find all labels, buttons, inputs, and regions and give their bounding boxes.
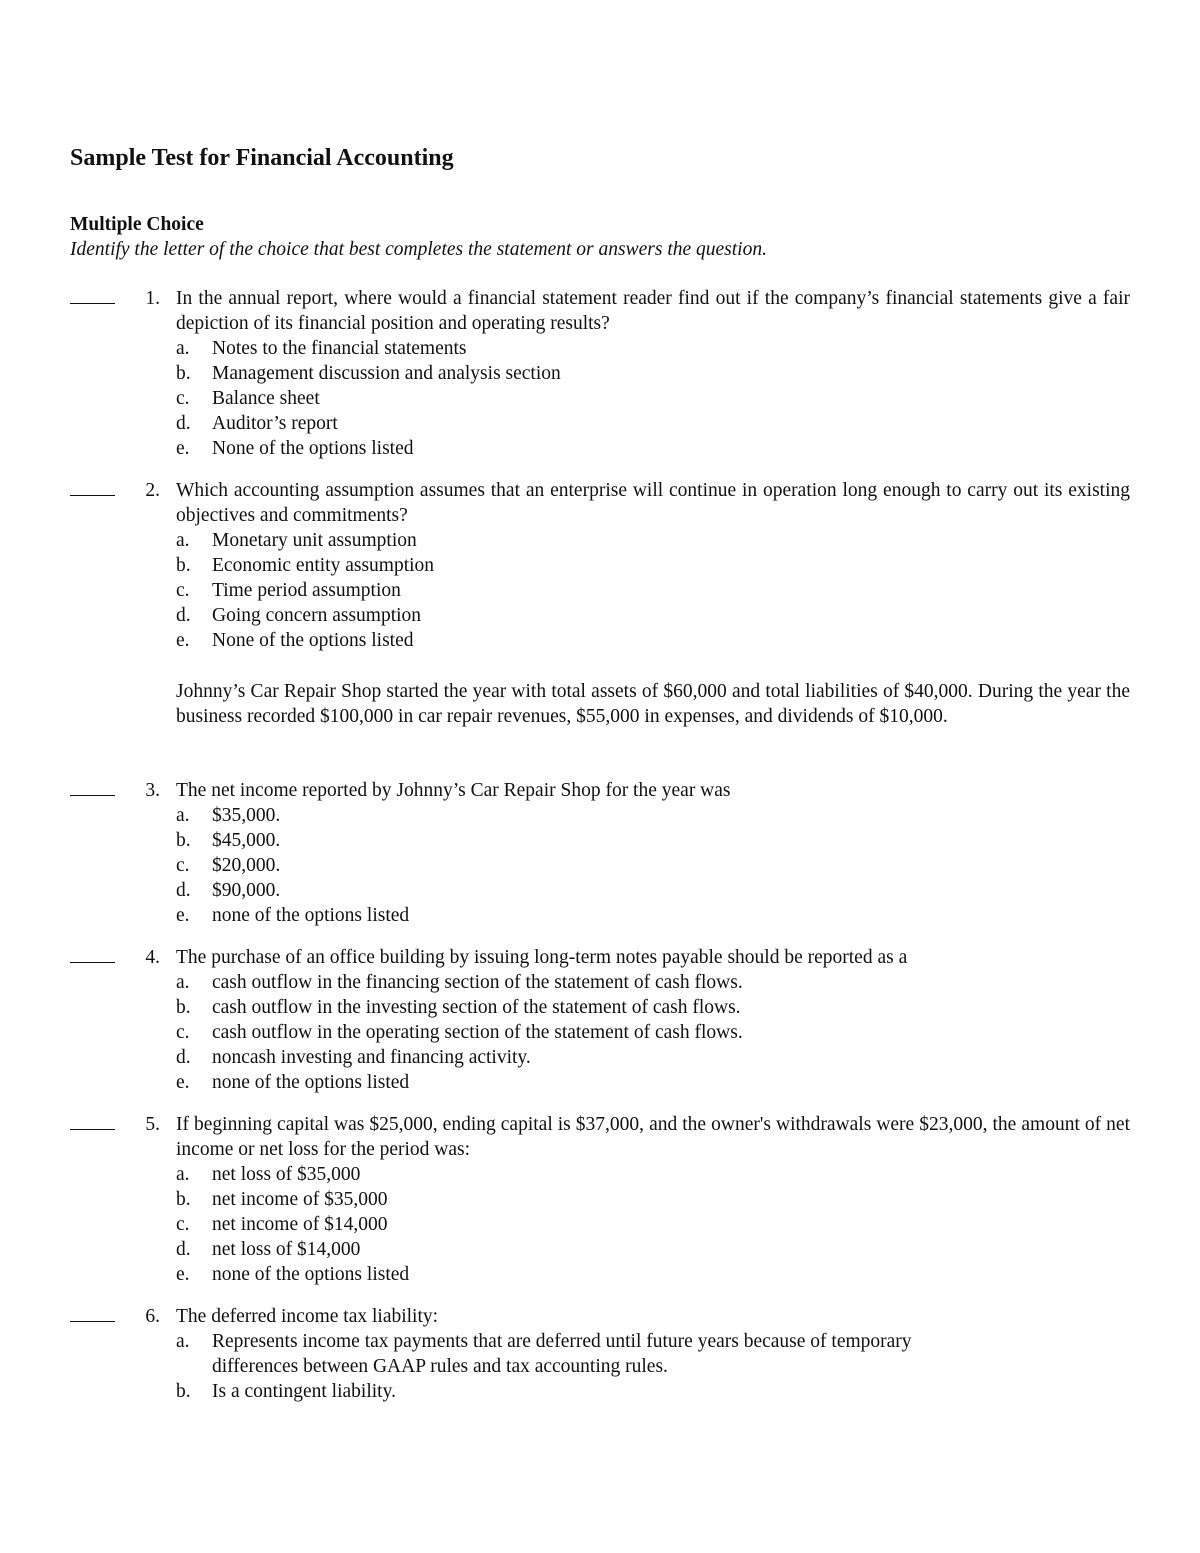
choice-text: Auditor’s report <box>212 413 338 434</box>
question-6 <box>0 1304 1200 1404</box>
choice-text: none of the options listed <box>212 1072 410 1093</box>
choice-letter: e. <box>176 1072 190 1093</box>
choice-text: net loss of $14,000 <box>212 1239 361 1260</box>
choice-letter: e. <box>176 630 190 651</box>
choice-letter: c. <box>176 1022 190 1043</box>
answer-blank[interactable] <box>70 795 115 796</box>
choice-item <box>176 411 1130 436</box>
question-5 <box>0 1112 1200 1287</box>
choice-letter: d. <box>176 413 191 434</box>
choice-text: Management discussion and analysis section <box>212 363 561 384</box>
choice-text: Monetary unit assumption <box>212 530 417 551</box>
question-number: 3. <box>145 780 160 801</box>
choice-text: none of the options listed <box>212 905 410 926</box>
choice-item <box>176 1045 1130 1070</box>
choice-item <box>176 878 1130 903</box>
question-stem: The purchase of an office building by issuing long-term notes payable should be reported as a <box>176 947 908 968</box>
scenario-passage: Johnny’s Car Repair Shop started the year with total assets of $60,000 and total liabilities of $40,000. During the year the business recorded $100,000 in car repair revenues, $55,000 in expenses, and dividends of $10,000. <box>176 681 1130 727</box>
answer-blank[interactable] <box>70 1129 115 1130</box>
choice-item <box>176 361 1130 386</box>
choice-item <box>176 853 1130 878</box>
choice-letter: c. <box>176 1214 190 1235</box>
choice-letter: d. <box>176 880 191 901</box>
choice-item <box>176 995 1130 1020</box>
answer-blank[interactable] <box>70 1321 115 1322</box>
choice-letter: a. <box>176 805 190 826</box>
choice-item <box>176 1162 1130 1187</box>
choice-item <box>176 553 1130 578</box>
choice-text: Going concern assumption <box>212 605 422 626</box>
answer-blank[interactable] <box>70 495 115 496</box>
choice-text: net income of $14,000 <box>212 1214 388 1235</box>
choice-text: none of the options listed <box>212 1264 410 1285</box>
choice-letter: d. <box>176 1239 191 1260</box>
choice-letter: a. <box>176 1164 190 1185</box>
choice-item <box>176 1187 1130 1212</box>
choice-letter: b. <box>176 363 191 384</box>
choice-item <box>176 903 1130 928</box>
question-number: 4. <box>145 947 160 968</box>
choice-text: Represents income tax payments that are deferred until future years because of temporary differences between GAAP rules and tax accounting rules. <box>212 1331 912 1377</box>
choice-letter: a. <box>176 530 190 551</box>
choice-item <box>176 1379 1130 1404</box>
choice-item <box>176 336 1130 361</box>
choice-letter: a. <box>176 1331 190 1352</box>
choice-item <box>176 1329 1130 1379</box>
choice-text: cash outflow in the financing section of the statement of cash flows. <box>212 972 743 993</box>
choice-letter: c. <box>176 388 190 409</box>
choice-letter: e. <box>176 438 190 459</box>
choice-list <box>176 1162 1130 1287</box>
choice-item <box>176 970 1130 995</box>
choice-text: None of the options listed <box>212 438 414 459</box>
question-stem: In the annual report, where would a financial statement reader find out if the company’s financial statements give a fair depiction of its financial position and operating results? <box>176 288 1130 334</box>
choice-text: Time period assumption <box>212 580 401 601</box>
choice-item <box>176 1237 1130 1262</box>
choice-item <box>176 803 1130 828</box>
choice-letter: c. <box>176 580 190 601</box>
choice-letter: b. <box>176 555 191 576</box>
choice-letter: d. <box>176 1047 191 1068</box>
question-stem: The net income reported by Johnny’s Car Repair Shop for the year was <box>176 780 731 801</box>
question-number: 5. <box>145 1114 160 1135</box>
section-heading: Multiple Choice <box>70 214 204 235</box>
choice-item <box>176 628 1130 653</box>
choice-text: Notes to the financial statements <box>212 338 467 359</box>
choice-letter: b. <box>176 997 191 1018</box>
choice-item <box>176 828 1130 853</box>
question-2 <box>0 478 1200 653</box>
choice-text: $90,000. <box>212 880 281 901</box>
choice-list <box>176 1329 1130 1404</box>
choice-text: Economic entity assumption <box>212 555 435 576</box>
question-number: 1. <box>145 288 160 309</box>
question-number: 2. <box>145 480 160 501</box>
choice-list <box>176 336 1130 461</box>
choice-text: $35,000. <box>212 805 281 826</box>
choice-item <box>176 603 1130 628</box>
choice-item <box>176 1212 1130 1237</box>
choice-letter: d. <box>176 605 191 626</box>
choice-text: net income of $35,000 <box>212 1189 388 1210</box>
document-title: Sample Test for Financial Accounting <box>70 145 454 171</box>
choice-item <box>176 528 1130 553</box>
question-1 <box>0 286 1200 461</box>
choice-text: net loss of $35,000 <box>212 1164 361 1185</box>
question-3 <box>0 778 1200 928</box>
question-number: 6. <box>145 1306 160 1327</box>
choice-item <box>176 578 1130 603</box>
choice-letter: b. <box>176 1381 191 1402</box>
question-stem: The deferred income tax liability: <box>176 1306 439 1327</box>
choice-text: Is a contingent liability. <box>212 1381 396 1402</box>
choice-item <box>176 436 1130 461</box>
choice-text: $20,000. <box>212 855 281 876</box>
choice-text: $45,000. <box>212 830 281 851</box>
choice-text: Balance sheet <box>212 388 320 409</box>
choice-letter: b. <box>176 1189 191 1210</box>
choice-letter: b. <box>176 830 191 851</box>
answer-blank[interactable] <box>70 962 115 963</box>
question-stem: Which accounting assumption assumes that an enterprise will continue in operation long enough to carry out its existing objectives and commitments? <box>176 480 1130 526</box>
question-stem: If beginning capital was $25,000, ending capital is $37,000, and the owner's withdrawals were $23,000, the amount of net income or net loss for the period was: <box>176 1114 1130 1160</box>
choice-item <box>176 386 1130 411</box>
question-4 <box>0 945 1200 1095</box>
choice-text: None of the options listed <box>212 630 414 651</box>
choice-letter: a. <box>176 972 190 993</box>
choice-list <box>176 970 1130 1095</box>
choice-letter: c. <box>176 855 190 876</box>
choice-item <box>176 1020 1130 1045</box>
choice-list <box>176 528 1130 653</box>
choice-letter: e. <box>176 1264 190 1285</box>
choice-text: cash outflow in the operating section of the statement of cash flows. <box>212 1022 743 1043</box>
choice-item <box>176 1070 1130 1095</box>
choice-text: noncash investing and financing activity. <box>212 1047 531 1068</box>
instructions: Identify the letter of the choice that best completes the statement or answers the question. <box>70 239 767 260</box>
choice-letter: e. <box>176 905 190 926</box>
choice-text: cash outflow in the investing section of the statement of cash flows. <box>212 997 741 1018</box>
answer-blank[interactable] <box>70 303 115 304</box>
choice-list <box>176 803 1130 928</box>
choice-item <box>176 1262 1130 1287</box>
choice-letter: a. <box>176 338 190 359</box>
